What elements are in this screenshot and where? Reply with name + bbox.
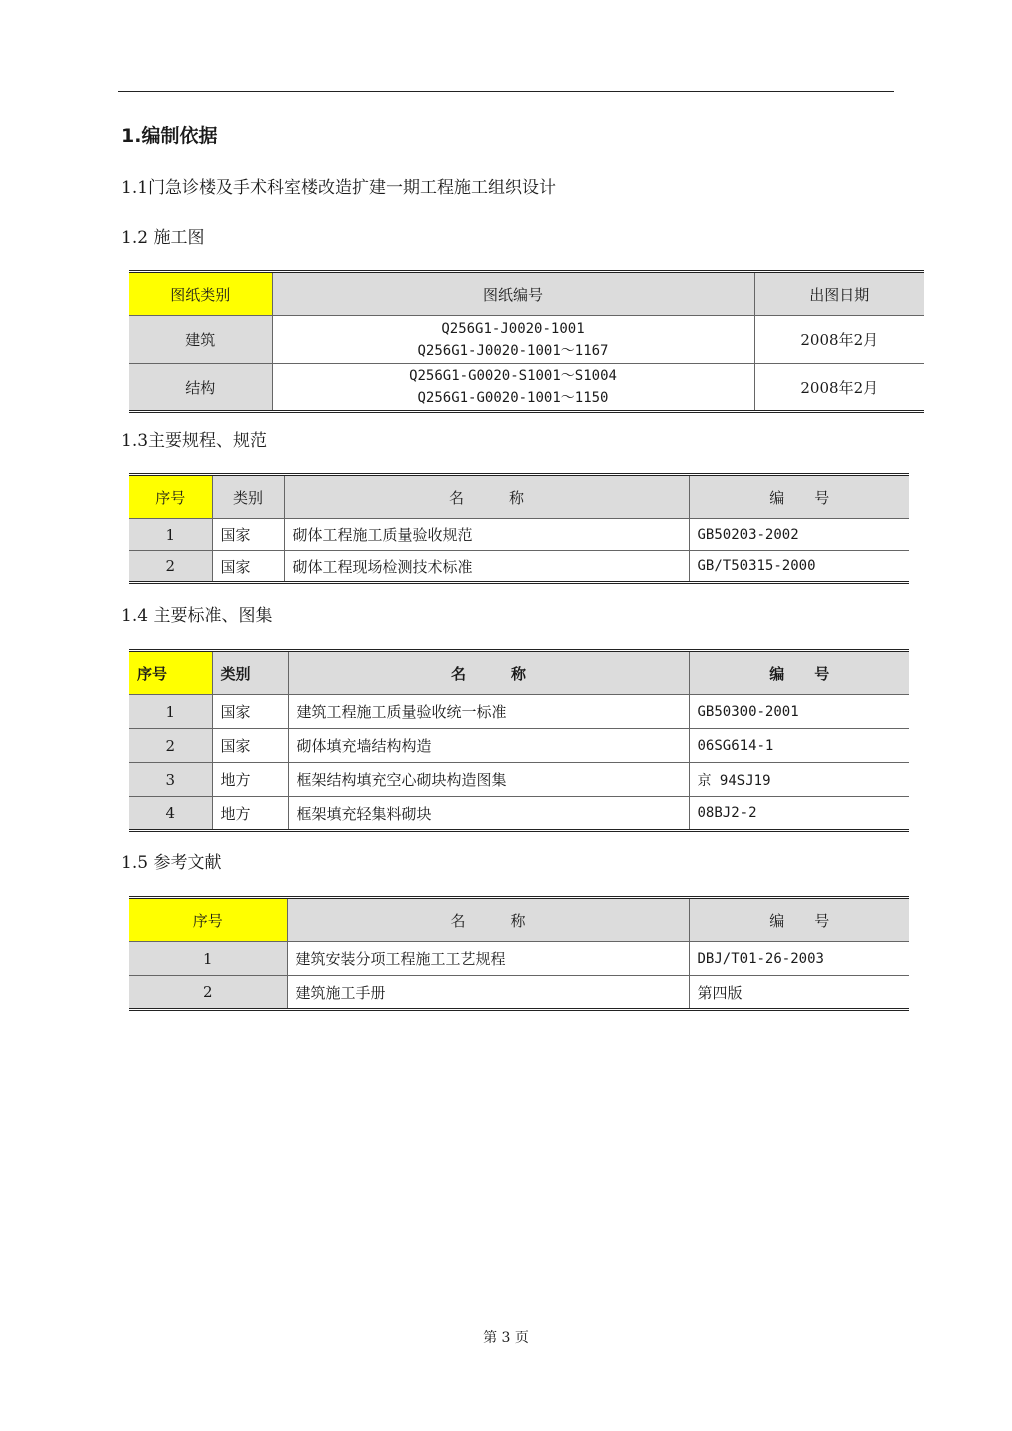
table-row (129, 763, 909, 797)
name-cell: 砌体填充墙结构构造 (288, 729, 689, 763)
code-line: Q256G1-G0020-S1001～S1004 (409, 368, 617, 384)
date-cell: 2008年2月 (754, 316, 924, 364)
table-row (129, 942, 909, 976)
header-cell: 序号 (129, 475, 212, 519)
code-cell (272, 316, 754, 364)
no-cell: 2 (129, 976, 287, 1010)
code-cell: GB50300-2001 (689, 695, 909, 729)
table-header-row (129, 475, 909, 519)
name-cell: 框架填充轻集料砌块 (288, 797, 689, 831)
table-header-row (129, 651, 909, 695)
table-row (129, 729, 909, 763)
references-table (129, 896, 909, 1011)
type-cell: 国家 (212, 551, 284, 583)
code-cell: 第四版 (689, 976, 909, 1010)
header-cell: 序号 (129, 898, 287, 942)
no-cell: 2 (129, 729, 212, 763)
page-number: 第 3 页 (483, 1330, 529, 1346)
no-cell: 2 (129, 551, 212, 583)
header-cell: 类别 (212, 651, 288, 695)
code-cell: GB50203-2002 (689, 519, 909, 551)
table-row (129, 551, 909, 583)
category-cell: 建筑 (129, 316, 272, 364)
name-cell: 建筑工程施工质量验收统一标准 (288, 695, 689, 729)
type-cell: 地方 (212, 763, 288, 797)
date-cell: 2008年2月 (754, 364, 924, 412)
type-cell: 国家 (212, 695, 288, 729)
header-cell: 出图日期 (754, 272, 924, 316)
codes-table (129, 473, 909, 584)
code-cell: DBJ/T01-26-2003 (689, 942, 909, 976)
header-cell: 编 号 (689, 898, 909, 942)
category-cell: 结构 (129, 364, 272, 412)
code-cell: GB/T50315-2000 (689, 551, 909, 583)
header-cell: 序号 (129, 651, 212, 695)
header-rule (118, 91, 894, 92)
header-cell: 名 称 (288, 651, 689, 695)
table-header-row (129, 898, 909, 942)
code-cell: 08BJ2-2 (689, 797, 909, 831)
table-row (129, 797, 909, 831)
name-cell: 砌体工程施工质量验收规范 (284, 519, 689, 551)
table-row (129, 364, 924, 412)
code-line: Q256G1-J0020-1001～1167 (417, 342, 609, 359)
header-cell: 图纸类别 (129, 272, 272, 316)
code-cell: 06SG614-1 (689, 729, 909, 763)
name-cell: 砌体工程现场检测技术标准 (284, 551, 689, 583)
no-cell: 3 (129, 763, 212, 797)
drawings-table (129, 270, 924, 413)
header-cell: 类别 (212, 475, 284, 519)
code-line: Q256G1-J0020-1001 (441, 320, 585, 337)
subsection-1-2: 1.2 施工图 (121, 228, 205, 248)
header-cell: 编 号 (689, 651, 909, 695)
code-cell (272, 364, 754, 412)
type-cell: 国家 (212, 729, 288, 763)
subsection-1-5: 1.5 参考文献 (121, 853, 222, 873)
table-row (129, 316, 924, 364)
subsection-1-3: 1.3主要规程、规范 (121, 431, 268, 451)
table-row (129, 976, 909, 1010)
code-line: Q256G1-G0020-1001～1150 (417, 390, 609, 406)
subsection-1-4: 1.4 主要标准、图集 (121, 606, 273, 626)
no-cell: 1 (129, 695, 212, 729)
no-cell: 1 (129, 942, 287, 976)
header-cell: 名 称 (284, 475, 689, 519)
no-cell: 1 (129, 519, 212, 551)
type-cell: 国家 (212, 519, 284, 551)
subsection-1-1: 1.1门急诊楼及手术科室楼改造扩建一期工程施工组织设计 (121, 178, 557, 198)
table-row (129, 519, 909, 551)
name-cell: 建筑施工手册 (287, 976, 689, 1010)
table-header-row (129, 272, 924, 316)
no-cell: 4 (129, 797, 212, 831)
header-cell: 名 称 (287, 898, 689, 942)
name-cell: 建筑安装分项工程施工工艺规程 (287, 942, 689, 976)
section-title: 1.编制依据 (121, 125, 218, 147)
standards-table (129, 649, 909, 832)
name-cell: 框架结构填充空心砌块构造图集 (288, 763, 689, 797)
code-cell: 京 94SJ19 (689, 763, 909, 797)
type-cell: 地方 (212, 797, 288, 831)
header-cell: 图纸编号 (272, 272, 754, 316)
table-row (129, 695, 909, 729)
header-cell: 编 号 (689, 475, 909, 519)
